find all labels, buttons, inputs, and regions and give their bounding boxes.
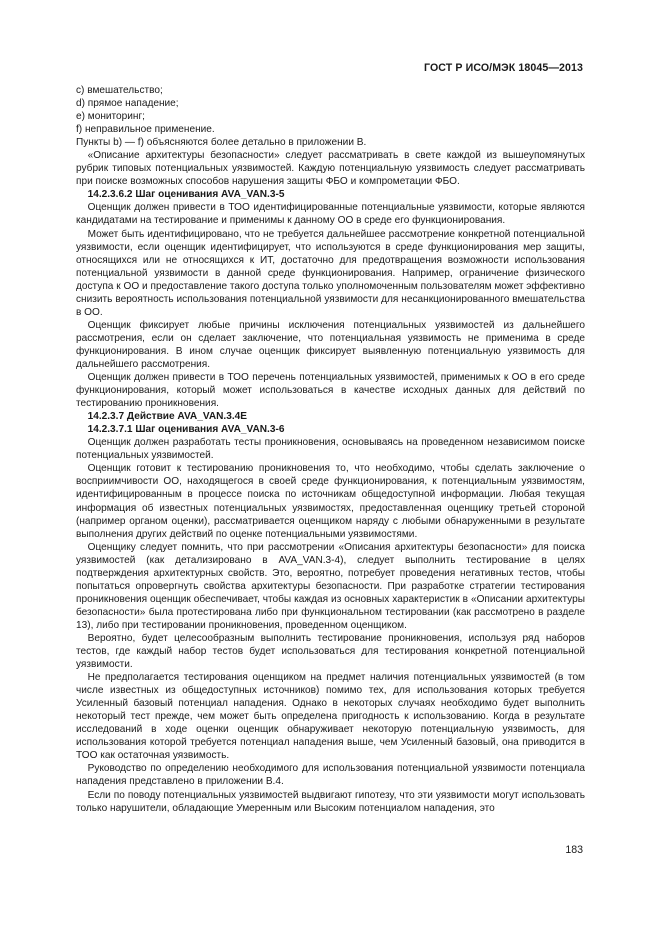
section-heading: 14.2.3.7 Действие AVA_VAN.3.4E [87, 411, 247, 423]
paragraph: Не предполагается тестирования оценщиком на предмет наличия потенциальных уязвимостей (в том числе известных из общедоступных источников) помимо тех, для использования которых требуется Усиленный базовый потенциал нападения. Однако в некоторых случаях необходимо будет выполнить некоторый тест прежде, чем может быть определена пригодность к использованию. Когда в результате исследований в ходе оценки оценщик обнаруживает некоторую потенциальную уязвимость, для использования которой требуется потенциал нападения выше, чем Усиленный базовый, она приводится в ТОО как остаточная уязвимость. [76, 672, 585, 762]
paragraph: Оценщику следует помнить, что при рассмотрении «Описания архитектуры безопасности» для поиска уязвимостей (как детализировано в AVA_VAN.3-4), следует выполнить тестирование в целях подтверждения архитектурных свойств. Это, вероятно, потребует проведения негативных тестов, чтобы попытаться опровергнуть свойства архитектуры безопасности. При разработке стратегии тестирования проникновения оценщик обеспечивает, чтобы каждая из основных характеристик в «Описании архитектуры безопасности» была протестирована либо при функциональном тестировании (как рассмотрено в разделе 13), либо при тестировании проникновения, проведенном оценщиком. [76, 541, 585, 631]
paragraph: Оценщик должен привести в ТОО идентифицированные потенциальные уязвимости, которые являются кандидатами на тестирование и применимы к данному ОО в среде его функционирования. [76, 202, 585, 227]
standard-header: ГОСТ Р ИСО/МЭК 18045—2013 [424, 62, 583, 74]
list-item-d: d) прямое нападение; [76, 98, 179, 110]
section-heading: 14.2.3.6.2 Шаг оценивания AVA_VAN.3-5 [87, 189, 285, 201]
paragraph: Если по поводу потенциальных уязвимостей выдвигают гипотезу, что эти уязвимости могут использовать только нарушители, обладающие Умеренным или Высоким потенциалом нападения, это [76, 789, 585, 814]
list-item-c: c) вмешательство; [76, 85, 163, 96]
paragraph: Оценщик должен привести в ТОО перечень потенциальных уязвимостей, применимых к ОО в его среде функционирования, который может использоваться в качестве исходных данных для действий по тестированию проникновения. [76, 372, 585, 410]
paragraph: Оценщик готовит к тестированию проникновения то, что необходимо, чтобы сделать заключение о восприимчивости ОО, находящегося в своей среде функционирования, к потенциальным уязвимостям, идентифицированным в процессе поиска по источникам общедоступной информации. Любая текущая информация об известных потенциальных уязвимостях, предоставленная оценщику третьей стороной (например органом оценки), рассматривается оценщиком наряду с любыми обнаруженными в результате выполнения других действий по оценке потенциальными уязвимостями. [76, 463, 585, 540]
page-number: 183 [565, 844, 583, 856]
paragraph: Может быть идентифицировано, что не требуется дальнейшее рассмотрение конкретной потенциальной уязвимости, если оценщик идентифицирует, что используются в среде функционирования мер защиты, относящихся или не относящихся к ИТ, достаточно для предотвращения возможности использования потенциальной уязвимости в данной среде функционирования. Например, ограничение физического доступа к ОО и предоставление такого доступа только уполномоченным пользователям может эффективно снизить вероятность использования потенциальной уязвимости для несанкционированного вмешательства в ОО. [76, 228, 585, 318]
list-item-f: f) неправильное применение. [76, 124, 215, 136]
paragraph: Оценщик должен разработать тесты проникновения, основываясь на проведенном независимом поиске потенциальных уязвимостей. [76, 437, 585, 462]
list-item-e: e) мониторинг; [76, 111, 145, 123]
paragraph: Руководство по определению необходимого для использования потенциальной уязвимости потенциала нападения представлено в приложении В.4. [76, 763, 585, 788]
section-heading: 14.2.3.7.1 Шаг оценивания AVA_VAN.3-6 [87, 424, 285, 436]
paragraph: Пункты b) — f) объясняются более детально в приложении В. [76, 137, 367, 149]
paragraph: Оценщик фиксирует любые причины исключения потенциальных уязвимостей из дальнейшего рассмотрения, если он сделает заключение, что потенциальная уязвимость не применима в среде функционирования. В ином случае оценщик фиксирует выявленную потенциальную уязвимость для дальнейшего рассмотрения. [76, 319, 585, 370]
paragraph: Вероятно, будет целесообразным выполнить тестирование проникновения, используя ряд наборов тестов, где каждый набор тестов будет использоваться для тестирования конкретной потенциальной уязвимости. [76, 632, 585, 671]
paragraph: «Описание архитектуры безопасности» следует рассматривать в свете каждой из вышеупомянутых рубрик типовых потенциальных уязвимостей. Каждую потенциальную уязвимость следует рассматривать при поиске возможных способов нарушения защиты ФБО и компрометации ФБО. [76, 150, 585, 188]
body-text [76, 84, 585, 815]
